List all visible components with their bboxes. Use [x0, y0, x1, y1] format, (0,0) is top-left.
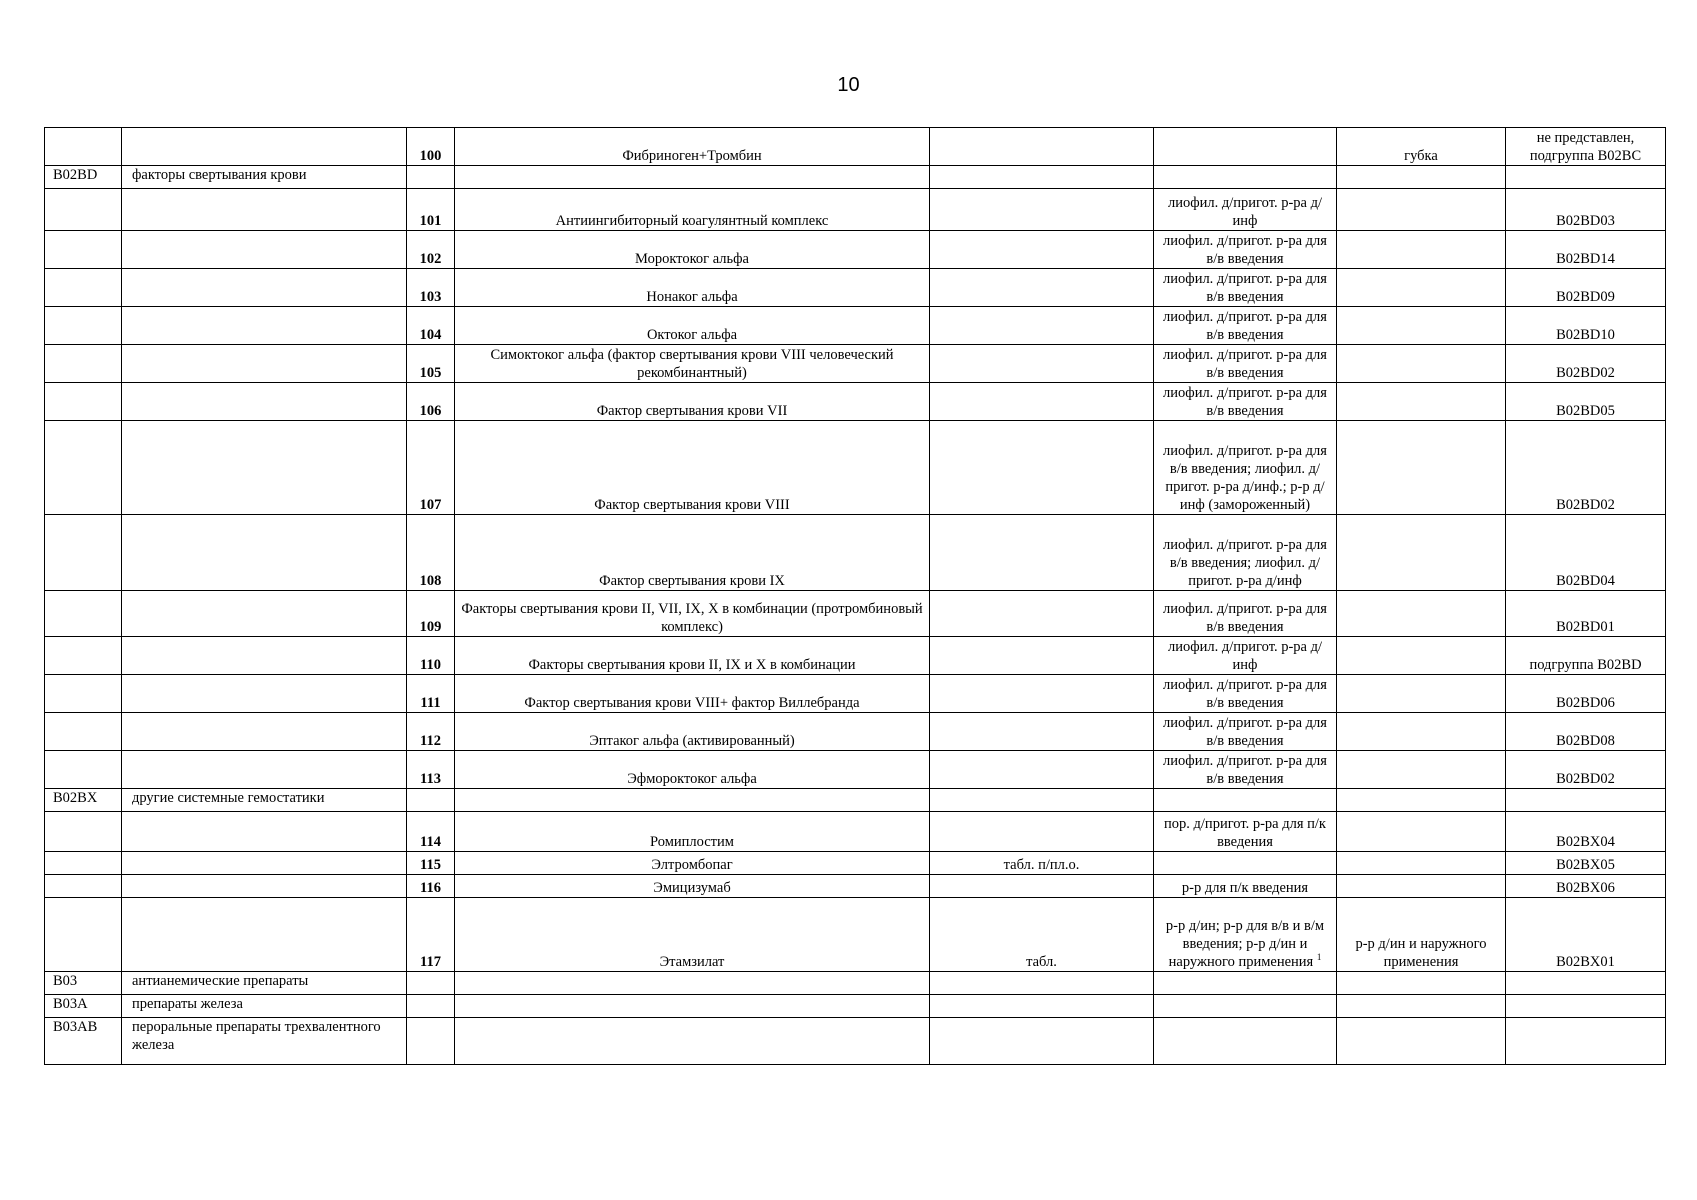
form-other-cell — [1337, 591, 1506, 637]
form-other-cell — [1337, 995, 1506, 1018]
atc-code-cell — [45, 421, 122, 515]
table-row — [45, 751, 1666, 789]
form-tablet-cell — [930, 591, 1154, 637]
table-row — [45, 307, 1666, 345]
group-name-cell — [122, 128, 407, 166]
drug-name-cell-text: Фактор свертывания крови VIII — [594, 497, 790, 513]
atc-code-cell — [45, 789, 122, 812]
form-solution-cell-text: р-р для п/к введения — [1181, 880, 1309, 896]
drug-name-cell-text: Элтромбопаг — [651, 857, 733, 873]
row-number-cell-text: 107 — [419, 497, 442, 513]
atc-code-cell — [45, 345, 122, 383]
drug-name-cell-text: Симоктоког альфа (фактор свертывания крови VIII человеческий рекомбинантный) — [490, 347, 894, 381]
note-cell — [1506, 875, 1666, 898]
table-row — [45, 713, 1666, 751]
row-number-cell — [407, 995, 455, 1018]
form-solution-cell — [1154, 898, 1337, 972]
atc-code-cell-text: B02BX — [53, 790, 98, 806]
note-cell — [1506, 751, 1666, 789]
row-number-cell — [407, 231, 455, 269]
note-cell — [1506, 675, 1666, 713]
atc-code-cell — [45, 269, 122, 307]
form-solution-cell — [1154, 128, 1337, 166]
drug-name-cell-text: Этамзилат — [659, 954, 725, 970]
note-cell — [1506, 995, 1666, 1018]
row-number-cell — [407, 637, 455, 675]
form-tablet-cell-text: табл. — [1026, 954, 1057, 970]
row-number-cell — [407, 789, 455, 812]
row-number-cell — [407, 166, 455, 189]
row-number-cell — [407, 812, 455, 852]
form-solution-cell-text: пор. д/пригот. р-ра для п/к введения — [1164, 816, 1326, 850]
form-tablet-cell — [930, 166, 1154, 189]
form-tablet-cell — [930, 307, 1154, 345]
form-tablet-cell — [930, 852, 1154, 875]
drug-name-cell — [455, 637, 930, 675]
atc-code-cell — [45, 591, 122, 637]
group-name-cell — [122, 189, 407, 231]
form-solution-cell — [1154, 189, 1337, 231]
group-name-cell — [122, 421, 407, 515]
group-name-cell — [122, 269, 407, 307]
form-tablet-cell — [930, 515, 1154, 591]
form-solution-cell — [1154, 383, 1337, 421]
form-other-cell — [1337, 307, 1506, 345]
note-cell — [1506, 421, 1666, 515]
table-row — [45, 591, 1666, 637]
group-row — [45, 972, 1666, 995]
form-solution-cell — [1154, 515, 1337, 591]
group-name-cell — [122, 591, 407, 637]
row-number-cell-text: 101 — [419, 213, 442, 229]
form-solution-cell-text: лиофил. д/пригот. р-ра для в/в введения — [1163, 601, 1327, 635]
form-other-cell — [1337, 231, 1506, 269]
row-number-cell — [407, 345, 455, 383]
row-number-cell — [407, 307, 455, 345]
form-solution-cell-text: лиофил. д/пригот. р-ра для в/в введения — [1163, 271, 1327, 305]
atc-code-cell — [45, 1018, 122, 1065]
note-cell — [1506, 789, 1666, 812]
form-solution-cell — [1154, 852, 1337, 875]
row-number-cell-text: 109 — [419, 619, 442, 635]
note-cell-text: B02BD09 — [1556, 289, 1615, 305]
drug-table — [44, 127, 1666, 1065]
group-name-cell — [122, 713, 407, 751]
note-cell — [1506, 166, 1666, 189]
drug-name-cell — [455, 189, 930, 231]
form-other-cell — [1337, 875, 1506, 898]
row-number-cell — [407, 128, 455, 166]
note-cell-text: B02BD10 — [1556, 327, 1615, 343]
atc-code-cell — [45, 637, 122, 675]
note-cell — [1506, 1018, 1666, 1065]
form-tablet-cell — [930, 789, 1154, 812]
form-solution-cell-text: р-р д/ин; р-р для в/в и в/м введения; р-р д/ин и наружного применения — [1165, 918, 1325, 970]
form-solution-cell — [1154, 231, 1337, 269]
atc-code-cell — [45, 515, 122, 591]
drug-name-cell-text: Фактор свертывания крови VIII+ фактор Виллебранда — [524, 695, 860, 711]
page-number: 10 — [837, 74, 860, 96]
form-tablet-cell — [930, 345, 1154, 383]
form-tablet-cell — [930, 421, 1154, 515]
group-row — [45, 789, 1666, 812]
drug-name-cell — [455, 591, 930, 637]
drug-name-cell-text: Антиингибиторный коагулянтный комплекс — [555, 213, 829, 229]
table-row — [45, 189, 1666, 231]
form-other-cell — [1337, 789, 1506, 812]
note-cell-text: не представлен, подгруппа B02BC — [1529, 130, 1642, 164]
form-solution-cell-text: лиофил. д/пригот. р-ра для в/в введения; лиофил. д/пригот. р-ра д/инф — [1163, 537, 1327, 589]
atc-code-cell — [45, 383, 122, 421]
group-row — [45, 166, 1666, 189]
atc-code-cell — [45, 675, 122, 713]
drug-name-cell-text: Фактор свертывания крови IX — [599, 573, 785, 589]
atc-code-cell — [45, 166, 122, 189]
form-solution-cell-text: лиофил. д/пригот. р-ра для в/в введения — [1163, 715, 1327, 749]
drug-name-cell — [455, 383, 930, 421]
note-cell — [1506, 345, 1666, 383]
drug-name-cell — [455, 515, 930, 591]
form-other-cell — [1337, 637, 1506, 675]
drug-name-cell-text: Мороктоког альфа — [635, 251, 749, 267]
note-cell-text: B02BD08 — [1556, 733, 1615, 749]
form-other-cell — [1337, 189, 1506, 231]
form-solution-cell-text: лиофил. д/пригот. р-ра для в/в введения — [1163, 677, 1327, 711]
form-tablet-cell — [930, 383, 1154, 421]
form-solution-cell-text: лиофил. д/пригот. р-ра для в/в введения — [1163, 385, 1327, 419]
drug-name-cell-text: Октоког альфа — [646, 327, 738, 343]
atc-code-cell-text: B03A — [53, 996, 88, 1012]
footnote-marker: 1 — [1316, 952, 1322, 963]
row-number-cell-text: 108 — [419, 573, 442, 589]
group-name-cell — [122, 972, 407, 995]
form-other-cell — [1337, 345, 1506, 383]
atc-code-cell — [45, 751, 122, 789]
form-solution-cell-text: лиофил. д/пригот. р-ра для в/в введения — [1163, 347, 1327, 381]
row-number-cell — [407, 713, 455, 751]
group-row — [45, 995, 1666, 1018]
row-number-cell-text: 104 — [419, 327, 442, 343]
form-solution-cell — [1154, 972, 1337, 995]
table-row — [45, 675, 1666, 713]
note-cell — [1506, 383, 1666, 421]
form-tablet-cell — [930, 751, 1154, 789]
form-other-cell — [1337, 852, 1506, 875]
form-other-cell — [1337, 812, 1506, 852]
row-number-cell-text: 102 — [419, 251, 442, 267]
atc-code-cell — [45, 307, 122, 345]
form-other-cell — [1337, 166, 1506, 189]
note-cell-text: B02BX06 — [1556, 880, 1615, 896]
form-other-cell-text: р-р д/ин и наружного применения — [1355, 936, 1487, 970]
form-solution-cell-text: лиофил. д/пригот. р-ра д/инф — [1168, 639, 1322, 673]
table-row — [45, 812, 1666, 852]
group-name-cell-text: препараты железа — [132, 996, 243, 1012]
group-name-cell — [122, 231, 407, 269]
drug-name-cell — [455, 307, 930, 345]
note-cell-text: B02BX04 — [1556, 834, 1615, 850]
form-solution-cell — [1154, 751, 1337, 789]
drug-name-cell-text: Эмицизумаб — [653, 880, 731, 896]
form-solution-cell — [1154, 1018, 1337, 1065]
group-name-cell — [122, 898, 407, 972]
form-other-cell — [1337, 675, 1506, 713]
note-cell — [1506, 515, 1666, 591]
group-name-cell — [122, 637, 407, 675]
group-name-cell — [122, 1018, 407, 1065]
note-cell — [1506, 972, 1666, 995]
group-name-cell — [122, 995, 407, 1018]
form-other-cell — [1337, 128, 1506, 166]
row-number-cell — [407, 875, 455, 898]
atc-code-cell — [45, 972, 122, 995]
group-row — [45, 1018, 1666, 1065]
note-cell — [1506, 713, 1666, 751]
group-name-cell-text: факторы свертывания крови — [132, 167, 307, 183]
row-number-cell-text: 106 — [419, 403, 442, 419]
form-solution-cell-text: лиофил. д/пригот. р-ра для в/в введения — [1163, 753, 1327, 787]
form-solution-cell-text: лиофил. д/пригот. р-ра для в/в введения; лиофил. д/пригот. р-ра д/инф.; р-р д/инф (замороженный) — [1163, 443, 1327, 513]
note-cell-text: B02BD06 — [1556, 695, 1615, 711]
form-tablet-cell — [930, 675, 1154, 713]
atc-code-cell — [45, 189, 122, 231]
row-number-cell — [407, 383, 455, 421]
table-row — [45, 128, 1666, 166]
form-solution-cell — [1154, 675, 1337, 713]
row-number-cell-text: 105 — [419, 365, 442, 381]
atc-code-cell — [45, 128, 122, 166]
note-cell — [1506, 128, 1666, 166]
drug-name-cell-text: Факторы свертывания крови II, IX и X в комбинации — [528, 657, 856, 673]
group-name-cell — [122, 751, 407, 789]
group-name-cell — [122, 515, 407, 591]
atc-code-cell — [45, 852, 122, 875]
form-other-cell — [1337, 713, 1506, 751]
drug-name-cell-text: Факторы свертывания крови II, VII, IX, X в комбинации (протромбиновый комплекс) — [461, 601, 923, 635]
form-solution-cell — [1154, 995, 1337, 1018]
group-name-cell — [122, 307, 407, 345]
drug-name-cell — [455, 166, 930, 189]
note-cell-text: B02BD04 — [1556, 573, 1615, 589]
atc-code-cell-text: B03AB — [53, 1019, 98, 1035]
form-tablet-cell — [930, 189, 1154, 231]
form-other-cell-text: губка — [1404, 148, 1438, 164]
note-cell-text: B02BX05 — [1556, 857, 1615, 873]
table-row — [45, 383, 1666, 421]
row-number-cell-text: 115 — [420, 857, 441, 873]
drug-name-cell — [455, 231, 930, 269]
note-cell — [1506, 852, 1666, 875]
form-tablet-cell — [930, 637, 1154, 675]
note-cell-text: B02BD05 — [1556, 403, 1615, 419]
row-number-cell — [407, 421, 455, 515]
row-number-cell — [407, 189, 455, 231]
table-row — [45, 231, 1666, 269]
atc-code-cell-text: B02BD — [53, 167, 98, 183]
drug-name-cell — [455, 345, 930, 383]
drug-name-cell — [455, 1018, 930, 1065]
group-name-cell-text: антианемические препараты — [132, 973, 309, 989]
form-solution-cell — [1154, 713, 1337, 751]
note-cell-text: B02BD02 — [1556, 771, 1615, 787]
row-number-cell — [407, 1018, 455, 1065]
table-row — [45, 345, 1666, 383]
form-tablet-cell — [930, 898, 1154, 972]
row-number-cell-text: 116 — [420, 880, 441, 896]
table-row — [45, 875, 1666, 898]
form-solution-cell — [1154, 637, 1337, 675]
note-cell — [1506, 269, 1666, 307]
drug-name-cell-text: Фактор свертывания крови VII — [596, 403, 788, 419]
table-row — [45, 852, 1666, 875]
form-tablet-cell — [930, 1018, 1154, 1065]
drug-name-cell — [455, 789, 930, 812]
group-name-cell — [122, 675, 407, 713]
group-name-cell — [122, 166, 407, 189]
note-cell-text: B02BD14 — [1556, 251, 1615, 267]
form-solution-cell — [1154, 269, 1337, 307]
note-cell — [1506, 591, 1666, 637]
drug-name-cell — [455, 128, 930, 166]
drug-name-cell — [455, 812, 930, 852]
atc-code-cell — [45, 713, 122, 751]
form-tablet-cell — [930, 972, 1154, 995]
table-row — [45, 898, 1666, 972]
drug-name-cell — [455, 852, 930, 875]
atc-code-cell — [45, 995, 122, 1018]
row-number-cell — [407, 898, 455, 972]
form-tablet-cell-text: табл. п/пл.о. — [1003, 857, 1080, 873]
drug-name-cell — [455, 875, 930, 898]
form-solution-cell — [1154, 307, 1337, 345]
row-number-cell-text: 112 — [420, 733, 441, 749]
note-cell-text: B02BD02 — [1556, 365, 1615, 381]
drug-name-cell-text: Нонаког альфа — [646, 289, 738, 305]
form-other-cell — [1337, 972, 1506, 995]
form-other-cell — [1337, 383, 1506, 421]
atc-code-cell — [45, 898, 122, 972]
note-cell — [1506, 307, 1666, 345]
form-tablet-cell — [930, 713, 1154, 751]
form-other-cell — [1337, 898, 1506, 972]
row-number-cell-text: 113 — [420, 771, 441, 787]
group-name-cell — [122, 875, 407, 898]
form-tablet-cell — [930, 269, 1154, 307]
drug-name-cell — [455, 972, 930, 995]
form-solution-cell-text: лиофил. д/пригот. р-ра для в/в введения — [1163, 309, 1327, 343]
row-number-cell — [407, 515, 455, 591]
row-number-cell — [407, 675, 455, 713]
form-tablet-cell — [930, 995, 1154, 1018]
drug-name-cell — [455, 751, 930, 789]
group-name-cell — [122, 789, 407, 812]
atc-code-cell-text: B03 — [53, 973, 78, 989]
group-name-cell-text: другие системные гемостатики — [132, 790, 325, 806]
drug-name-cell-text: Эфмороктоког альфа — [627, 771, 757, 787]
drug-name-cell — [455, 421, 930, 515]
drug-name-cell — [455, 713, 930, 751]
drug-name-cell — [455, 675, 930, 713]
form-tablet-cell — [930, 812, 1154, 852]
form-tablet-cell — [930, 231, 1154, 269]
form-solution-cell-text: лиофил. д/пригот. р-ра д/инф — [1168, 195, 1322, 229]
form-tablet-cell — [930, 875, 1154, 898]
row-number-cell-text: 117 — [420, 954, 441, 970]
note-cell — [1506, 637, 1666, 675]
table-row — [45, 269, 1666, 307]
group-name-cell — [122, 852, 407, 875]
drug-name-cell-text: Фибриноген+Тромбин — [622, 148, 762, 164]
row-number-cell-text: 110 — [420, 657, 441, 673]
table-row — [45, 515, 1666, 591]
form-other-cell — [1337, 421, 1506, 515]
drug-name-cell — [455, 995, 930, 1018]
group-name-cell — [122, 812, 407, 852]
drug-name-cell-text: Ромиплостим — [650, 834, 734, 850]
group-name-cell-text: пероральные препараты трехвалентного железа — [132, 1019, 381, 1053]
form-solution-cell — [1154, 421, 1337, 515]
note-cell — [1506, 812, 1666, 852]
note-cell — [1506, 189, 1666, 231]
note-cell-text: B02BD02 — [1556, 497, 1615, 513]
row-number-cell-text: 100 — [419, 148, 442, 164]
row-number-cell — [407, 269, 455, 307]
row-number-cell-text: 111 — [420, 695, 441, 711]
row-number-cell — [407, 972, 455, 995]
note-cell-text: подгруппа B02BD — [1529, 657, 1642, 673]
note-cell-text: B02BX01 — [1556, 954, 1615, 970]
group-name-cell — [122, 345, 407, 383]
row-number-cell — [407, 591, 455, 637]
row-number-cell — [407, 751, 455, 789]
form-solution-cell-text: лиофил. д/пригот. р-ра для в/в введения — [1163, 233, 1327, 267]
form-solution-cell — [1154, 591, 1337, 637]
row-number-cell — [407, 852, 455, 875]
form-other-cell — [1337, 1018, 1506, 1065]
form-other-cell — [1337, 751, 1506, 789]
atc-code-cell — [45, 875, 122, 898]
drug-name-cell — [455, 898, 930, 972]
group-name-cell — [122, 383, 407, 421]
form-other-cell — [1337, 269, 1506, 307]
table-row — [45, 637, 1666, 675]
form-solution-cell — [1154, 812, 1337, 852]
note-cell — [1506, 231, 1666, 269]
row-number-cell-text: 114 — [420, 834, 441, 850]
atc-code-cell — [45, 812, 122, 852]
form-solution-cell — [1154, 875, 1337, 898]
form-other-cell — [1337, 515, 1506, 591]
note-cell-text: B02BD01 — [1556, 619, 1615, 635]
drug-name-cell — [455, 269, 930, 307]
form-solution-cell — [1154, 166, 1337, 189]
note-cell — [1506, 898, 1666, 972]
note-cell-text: B02BD03 — [1556, 213, 1615, 229]
row-number-cell-text: 103 — [419, 289, 442, 305]
atc-code-cell — [45, 231, 122, 269]
form-tablet-cell — [930, 128, 1154, 166]
drug-name-cell-text: Эптаког альфа (активированный) — [589, 733, 795, 749]
table-row — [45, 421, 1666, 515]
form-solution-cell — [1154, 789, 1337, 812]
form-solution-cell — [1154, 345, 1337, 383]
